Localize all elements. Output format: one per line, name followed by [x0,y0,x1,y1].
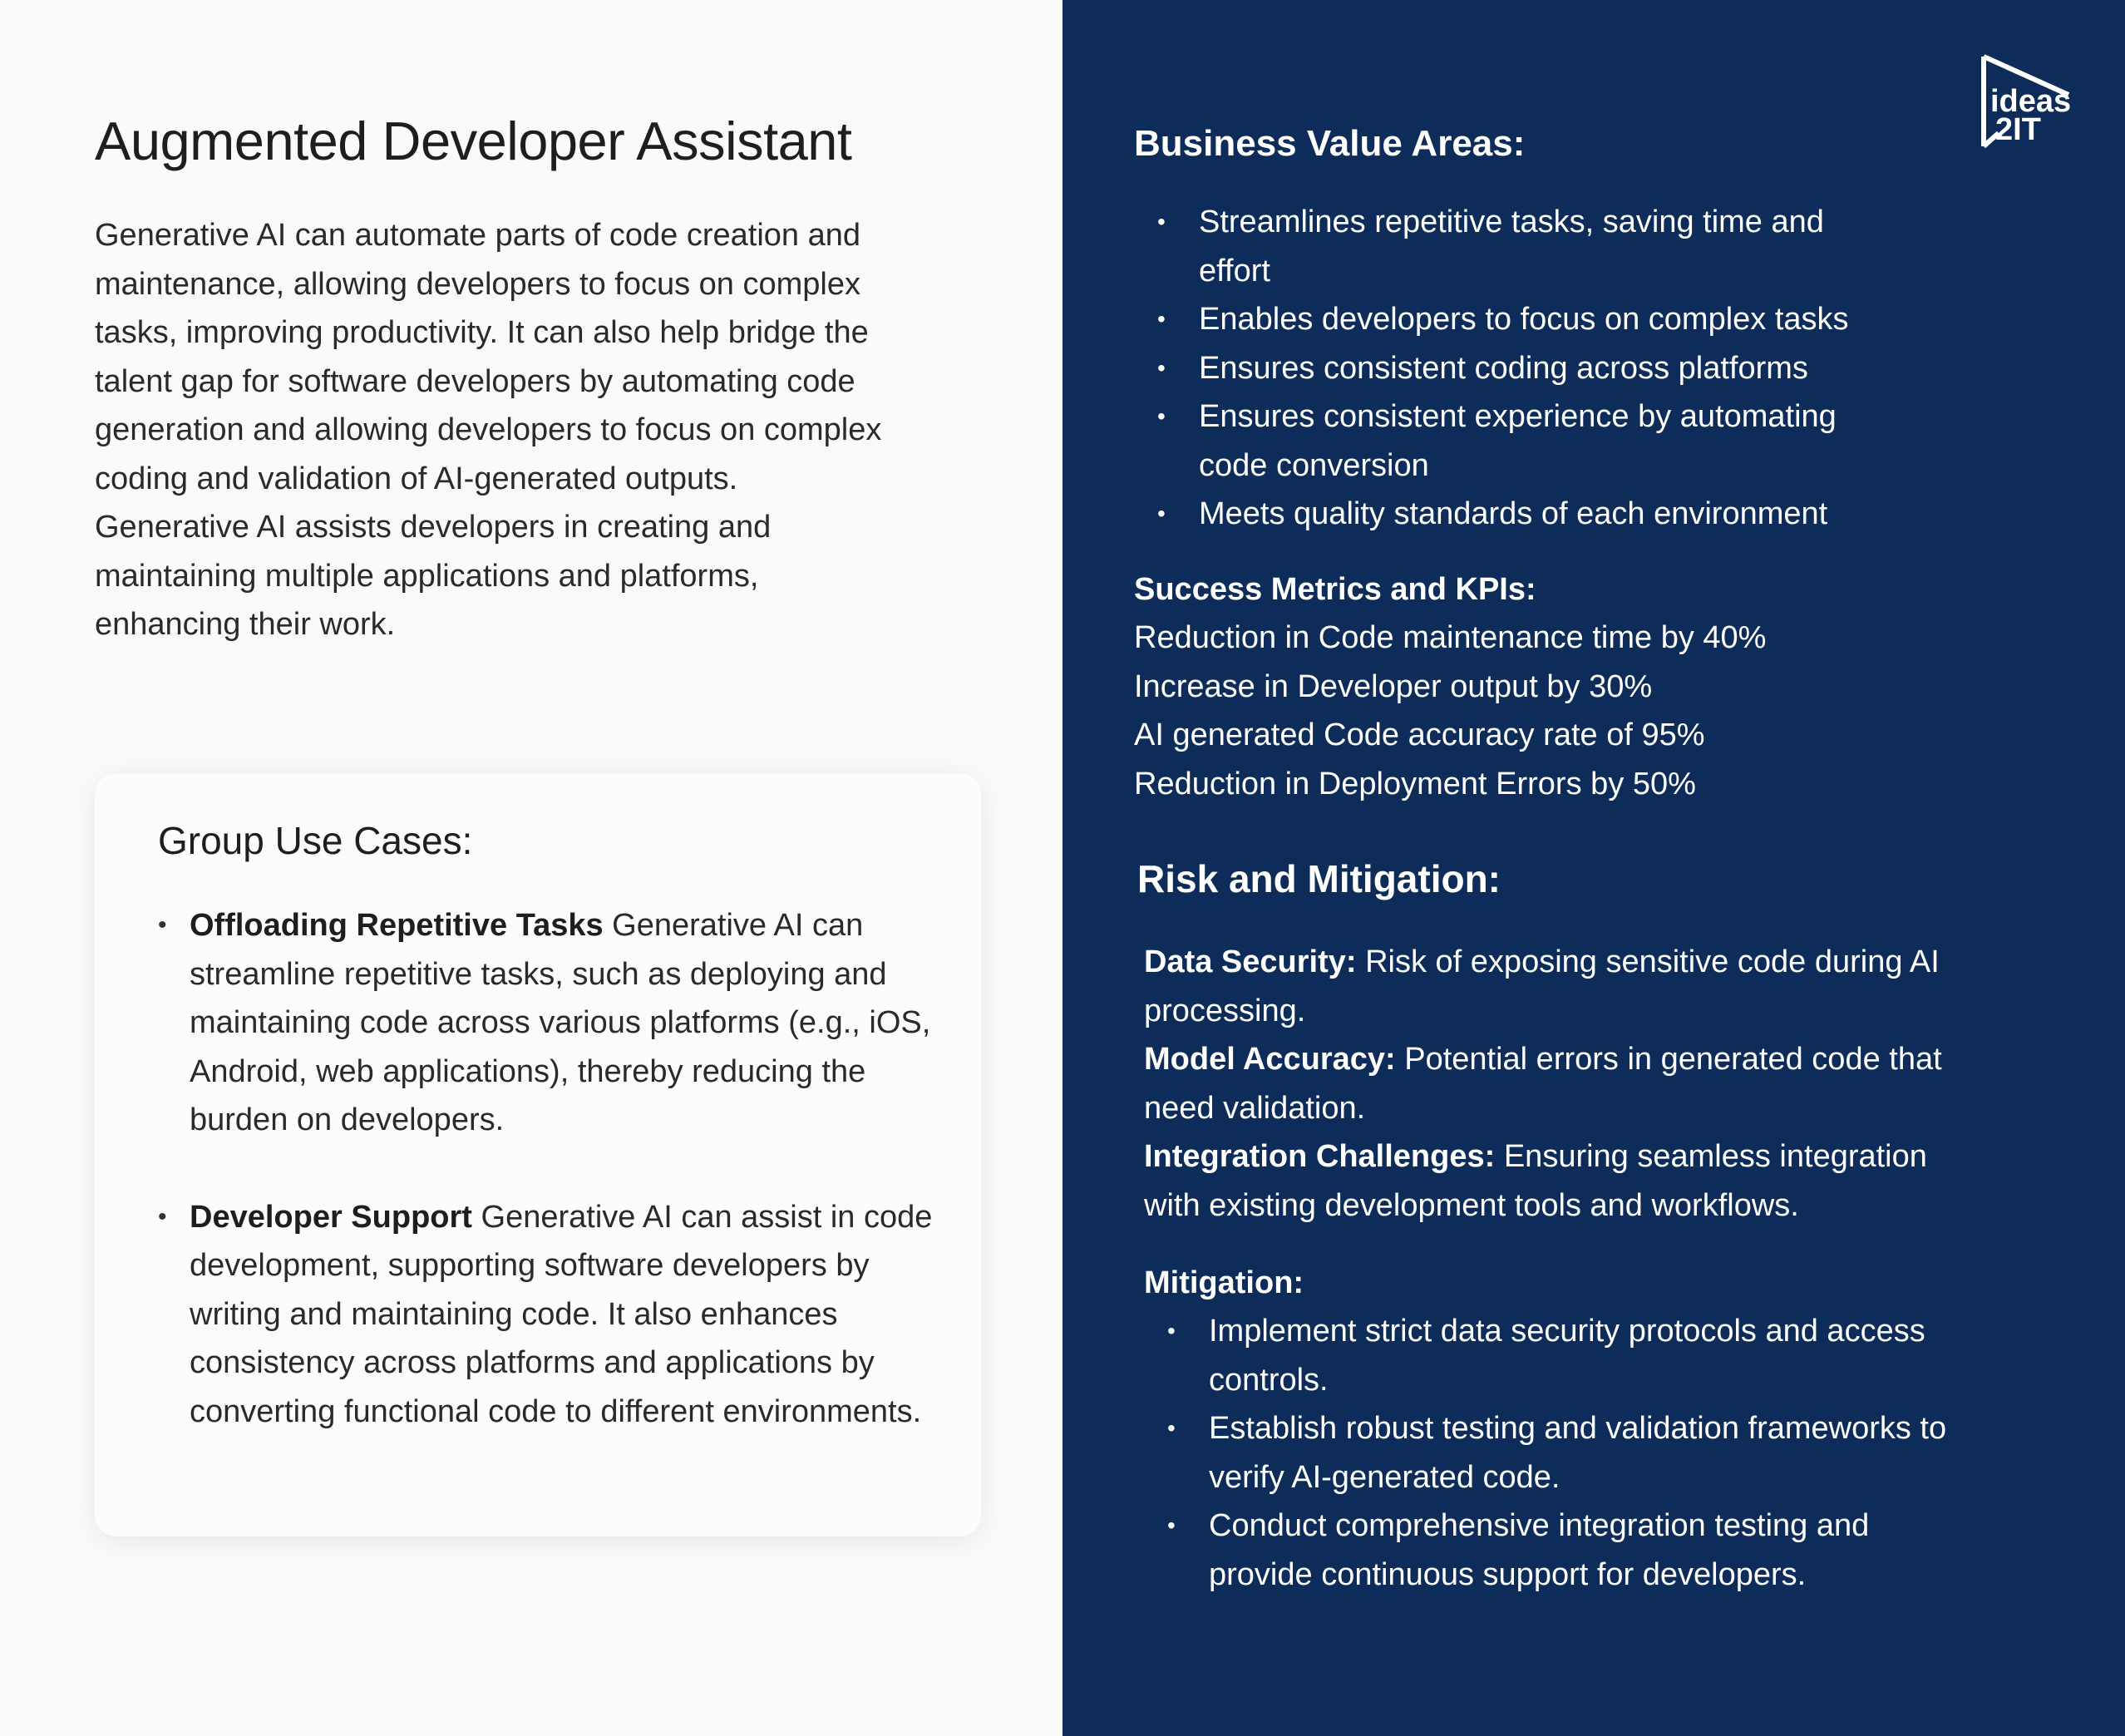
business-value-item: Ensures consistent experience by automating code conversion [1199,399,1837,483]
risk-item [1144,938,1992,1035]
list-item [1152,392,1901,490]
intro-paragraph: Generative AI can automate parts of code creation and maintenance, allowing developers to focus on complex tasks, improving productivity. It can also help bridge the talent gap for software developers by automating code generation and allowing developers to focus on complex coding and validation of AI-generated outputs. Generative AI assists developers in creating and maintaining multiple applications and platforms, enhancing their work. [95,218,882,642]
mitigation-item: Establish robust testing and validation frameworks to verify AI-generated code. [1209,1411,1947,1495]
list-item [1152,344,1901,393]
business-value-item: Meets quality standards of each environment [1199,496,1828,531]
left-panel [0,0,1062,1736]
list-item [1162,1307,1960,1404]
list-item [1162,1502,1960,1599]
logo-line1: ideas [1990,84,2072,119]
business-value-item: Ensures consistent coding across platforms [1199,350,1808,386]
bullet-icon: • [1157,501,1166,526]
risk-list [1144,938,1992,1230]
risk-heading: Integration Challenges: [1144,1139,1496,1174]
use-case-heading: Developer Support [190,1199,472,1235]
metrics-title: Success Metrics and KPIs: [1134,572,1536,607]
bullet-icon: • [1157,209,1166,234]
bullet-icon: • [1157,354,1166,381]
list-item [1152,198,1901,295]
bullet-icon: • [1157,403,1166,429]
group-use-cases-list [158,901,939,1484]
risk-text: Ensuring seamless integration with existing development tools and workflows. [1144,1139,1927,1223]
risk-item [1144,1132,1992,1230]
right-panel [1062,0,2125,1736]
group-use-cases-card [95,773,981,1536]
metric-item: Reduction in Deployment Errors by 50% [1134,766,1696,801]
bullet-icon: • [1167,1512,1176,1538]
list-item [1152,295,1901,344]
metrics-list [1134,614,1965,808]
mitigation-item: Conduct comprehensive integration testing and provide continuous support for developers. [1209,1508,1870,1592]
risk-title: Risk and Mitigation: [1137,857,1501,900]
logo-flag-icon [1977,53,2093,150]
risk-heading: Model Accuracy: [1144,1042,1396,1077]
ideas2it-logo [1977,53,2093,150]
bullet-icon: • [1157,306,1166,332]
business-value-item: Streamlines repetitive tasks, saving time and effort [1199,205,1824,289]
risk-heading: Data Security: [1144,944,1357,979]
metric-item: AI generated Code accuracy rate of 95% [1134,718,1705,752]
business-value-title: Business Value Areas: [1134,123,1526,164]
bullet-icon: • [1167,1318,1176,1344]
list-item [158,1193,939,1437]
page-title: Augmented Developer Assistant [95,111,852,171]
metric-item: Increase in Developer output by 30% [1134,668,1653,704]
bullet-icon: • [1167,1415,1176,1441]
list-item [1152,490,1901,539]
business-value-item: Enables developers to focus on complex tasks [1199,302,1849,337]
risk-text: Potential errors in generated code that need validation. [1144,1042,1942,1126]
mitigation-item: Implement strict data security protocols and access controls. [1209,1314,1925,1398]
bullet-icon: • [158,911,167,939]
metric-item: Reduction in Code maintenance time by 40% [1134,620,1767,655]
risk-item [1144,1035,1992,1132]
use-case-text: Generative AI can streamline repetitive tasks, such as deploying and maintaining code across various platforms (e.g., iOS, Android, web applications), thereby reducing the burden on developers. [190,908,931,1137]
business-value-list [1152,198,1901,539]
use-case-heading: Offloading Repetitive Tasks [190,908,604,943]
list-item [1162,1404,1960,1502]
logo-line2: 2IT [1995,112,2041,147]
bullet-icon: • [158,1202,167,1230]
use-case-text: Generative AI can assist in code development, supporting software developers by writing and maintaining code. It also enhances consistency across platforms and applications by converting functional code to different environments. [190,1199,933,1429]
risk-text: Risk of exposing sensitive code during AI processing. [1144,944,1940,1028]
mitigation-list [1162,1307,1960,1599]
list-item [158,901,939,1145]
mitigation-title: Mitigation: [1144,1265,1304,1300]
group-use-cases-title: Group Use Cases: [158,819,473,862]
